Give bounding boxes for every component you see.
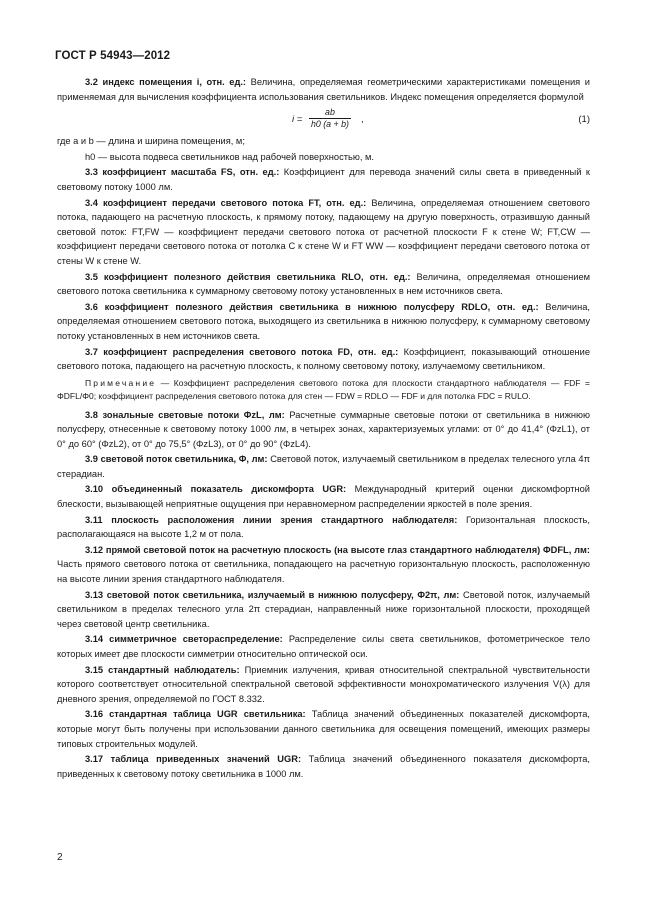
term: 3.6 коэффициент полезного действия светильника в нижнюю полусферу RDLO, отн. ед.: bbox=[85, 301, 539, 312]
clause-3-4 bbox=[57, 196, 590, 269]
term: 3.8 зональные световые потоки ΦzL, лм: bbox=[85, 409, 285, 420]
clause-3-9 bbox=[57, 452, 590, 481]
definition: Величина, определяемая отношением светового потока светильника к суммарному световому потоку установленных в нем источников света. bbox=[57, 271, 591, 297]
clause-3-11 bbox=[57, 513, 590, 542]
formula-comma: , bbox=[361, 114, 364, 126]
definition: Коэффициент для перевода значений силы света в приведенный к световому потоку 1000 лм. bbox=[57, 167, 590, 192]
definition: Коэффициент, показывающий отношение светового потока, падающего на расчетную плоскость, к полному световому потоку, излучаемому светильником. bbox=[57, 346, 590, 372]
term: 3.13 световой поток светильника, излучаемый в нижнюю полусферу, Φ2π, лм: bbox=[85, 589, 460, 600]
formula-number: (1) bbox=[578, 114, 590, 126]
note-text: — Коэффициент распределения светового потока для плоскости стандартного наблюдателя — FDF = ΦDFL/Φ0; коэффициент распределения светового потока для стен — FDW = RDLO — FDF и для потолка FDC = RULO. bbox=[57, 377, 590, 402]
term: 3.14 симметричное светораспределение: bbox=[85, 634, 283, 645]
standard-header: ГОСТ Р 54943—2012 bbox=[55, 50, 171, 62]
clause-3-15 bbox=[57, 663, 590, 707]
term: 3.2 индекс помещения i, отн. ед.: bbox=[85, 77, 247, 87]
definition: Величина, определяемая геометрическими характеристиками помещения и применяемая для вычисления коэффициента использования светильников. Индекс помещения определяется формулой bbox=[57, 77, 590, 102]
definition: Приемник излучения, кривая относительной спектральной чувствительности которого соответствует относительной спектральной световой эффективности монохроматического излучения V(λ) для дневного зрения, определяемой по ГОСТ 8.332. bbox=[57, 664, 590, 704]
term: 3.11 плоскость расположения линии зрения стандартного наблюдателя: bbox=[85, 514, 458, 525]
page-number: 2 bbox=[57, 852, 63, 863]
formula-1 bbox=[57, 107, 590, 131]
term: 3.10 объединенный показатель дискомфорта UGR: bbox=[85, 484, 347, 495]
where-line-2: h0 — высота подвеса светильников над рабочей поверхностью, м. bbox=[85, 151, 374, 162]
clause-3-6 bbox=[57, 300, 590, 344]
term: 3.17 таблица приведенных значений UGR: bbox=[85, 754, 302, 765]
clause-3-10 bbox=[57, 482, 590, 511]
formula-numerator: ab bbox=[309, 107, 351, 119]
definition: Расчетные суммарные световые потоки от светильника в нижнюю полусферу, отнесенные к световому потоку 1000 лм, в четырех зонах, характеризуемых углами: от 0° до 41,4° (ΦzL1), от 0° до 60° (ΦzL2), от 0° до 75,5° (ΦzL3), от 0° до 90° (ΦzL4). bbox=[57, 409, 590, 449]
term: 3.3 коэффициент масштаба FS, отн. ед.: bbox=[85, 167, 280, 178]
clause-3-14 bbox=[57, 632, 590, 661]
term: 3.16 стандартная таблица UGR светильника: bbox=[85, 709, 306, 720]
formula-denominator: h0 (a + b) bbox=[311, 119, 349, 130]
clause-3-5 bbox=[57, 270, 590, 299]
definition: Таблица значений объединенных показателей дискомфорта, которые могут быть получены при использовании данного светильника для освещения помещений, имеющих размеры типовых строительных модулей. bbox=[57, 709, 590, 749]
clause-3-16 bbox=[57, 707, 590, 751]
definition: Распределение силы света светильников, фотометрическое тело которых имеет две плоскости симметрии относительно оптической оси. bbox=[57, 634, 590, 659]
clause-3-8 bbox=[57, 408, 590, 452]
clause-3-13 bbox=[57, 588, 590, 632]
formula-fraction bbox=[309, 107, 351, 130]
definition: Световой поток, излучаемый светильником в пределах телесного угла 4π стерадиан. bbox=[57, 454, 590, 479]
clause-3-12 bbox=[57, 543, 590, 587]
term: 3.4 коэффициент передачи светового потока FT, отн. ед.: bbox=[85, 197, 367, 208]
definition: Часть прямого светового потока от светильника, попадающего на расчетную горизонтальную плоскость, расположенную на высоте линии зрения стандартного наблюдателя. bbox=[57, 559, 590, 585]
definition: Таблица значений объединенного показателя дискомфорта, приведенных к световому потоку светильника в 1000 лм. bbox=[57, 754, 590, 779]
document-body bbox=[57, 75, 590, 782]
clause-3-17 bbox=[57, 752, 590, 781]
term: 3.7 коэффициент распределения светового потока FD, отн. ед.: bbox=[85, 346, 399, 357]
definition: Световой поток, излучаемый светильником в пределах телесного угла 2π стерадиан, направленный ниже горизонтальной плоскости, проходящей через световой центр светильника. bbox=[57, 589, 590, 629]
definition: Величина, определяемая отношением светового потока, выходящего из светильника в нижнюю полусферу, к суммарному световому потоку установленных в нем источников света. bbox=[57, 301, 590, 341]
term: 3.9 световой поток светильника, Φ, лм: bbox=[85, 454, 268, 465]
definition: Международный критерий оценки дискомфортной блескости, вызывающей неприятные ощущения при неравномерном распределении яркостей в поле зрения. bbox=[57, 484, 590, 510]
note bbox=[57, 377, 590, 404]
term: 3.12 прямой световой поток на расчетную плоскость (на высоте глаз стандартного наблюдателя) ΦDFL, лм: bbox=[85, 544, 590, 555]
definition: Величина, определяемая отношением светового потока, падающего на расчетную плоскость, к прямому потоку, падающему на другую поверхность, отразившую данный световой поток: FT,FW — коэффициент передачи светового потока от расчетной плоскости F к стене W; FT,CW — коэффициент передачи светового потока от потолка C к стене W и FT WW — коэффициент передачи светового потока от стены W к стене W. bbox=[57, 197, 590, 266]
formula-lhs: i = bbox=[292, 114, 303, 126]
term: 3.15 стандартный наблюдатель: bbox=[85, 664, 240, 675]
clause-3-7 bbox=[57, 345, 590, 374]
note-label: Примечание bbox=[85, 377, 157, 388]
definition: Горизонтальная плоскость, располагающаяся на высоте 1,2 м от пола. bbox=[57, 514, 590, 540]
where-line-1: где a и b — длина и ширина помещения, м; bbox=[57, 136, 245, 147]
term: 3.5 коэффициент полезного действия светильника RLO, отн. ед.: bbox=[85, 271, 411, 282]
clause-3-3 bbox=[57, 165, 590, 194]
clause-3-2 bbox=[57, 75, 590, 104]
